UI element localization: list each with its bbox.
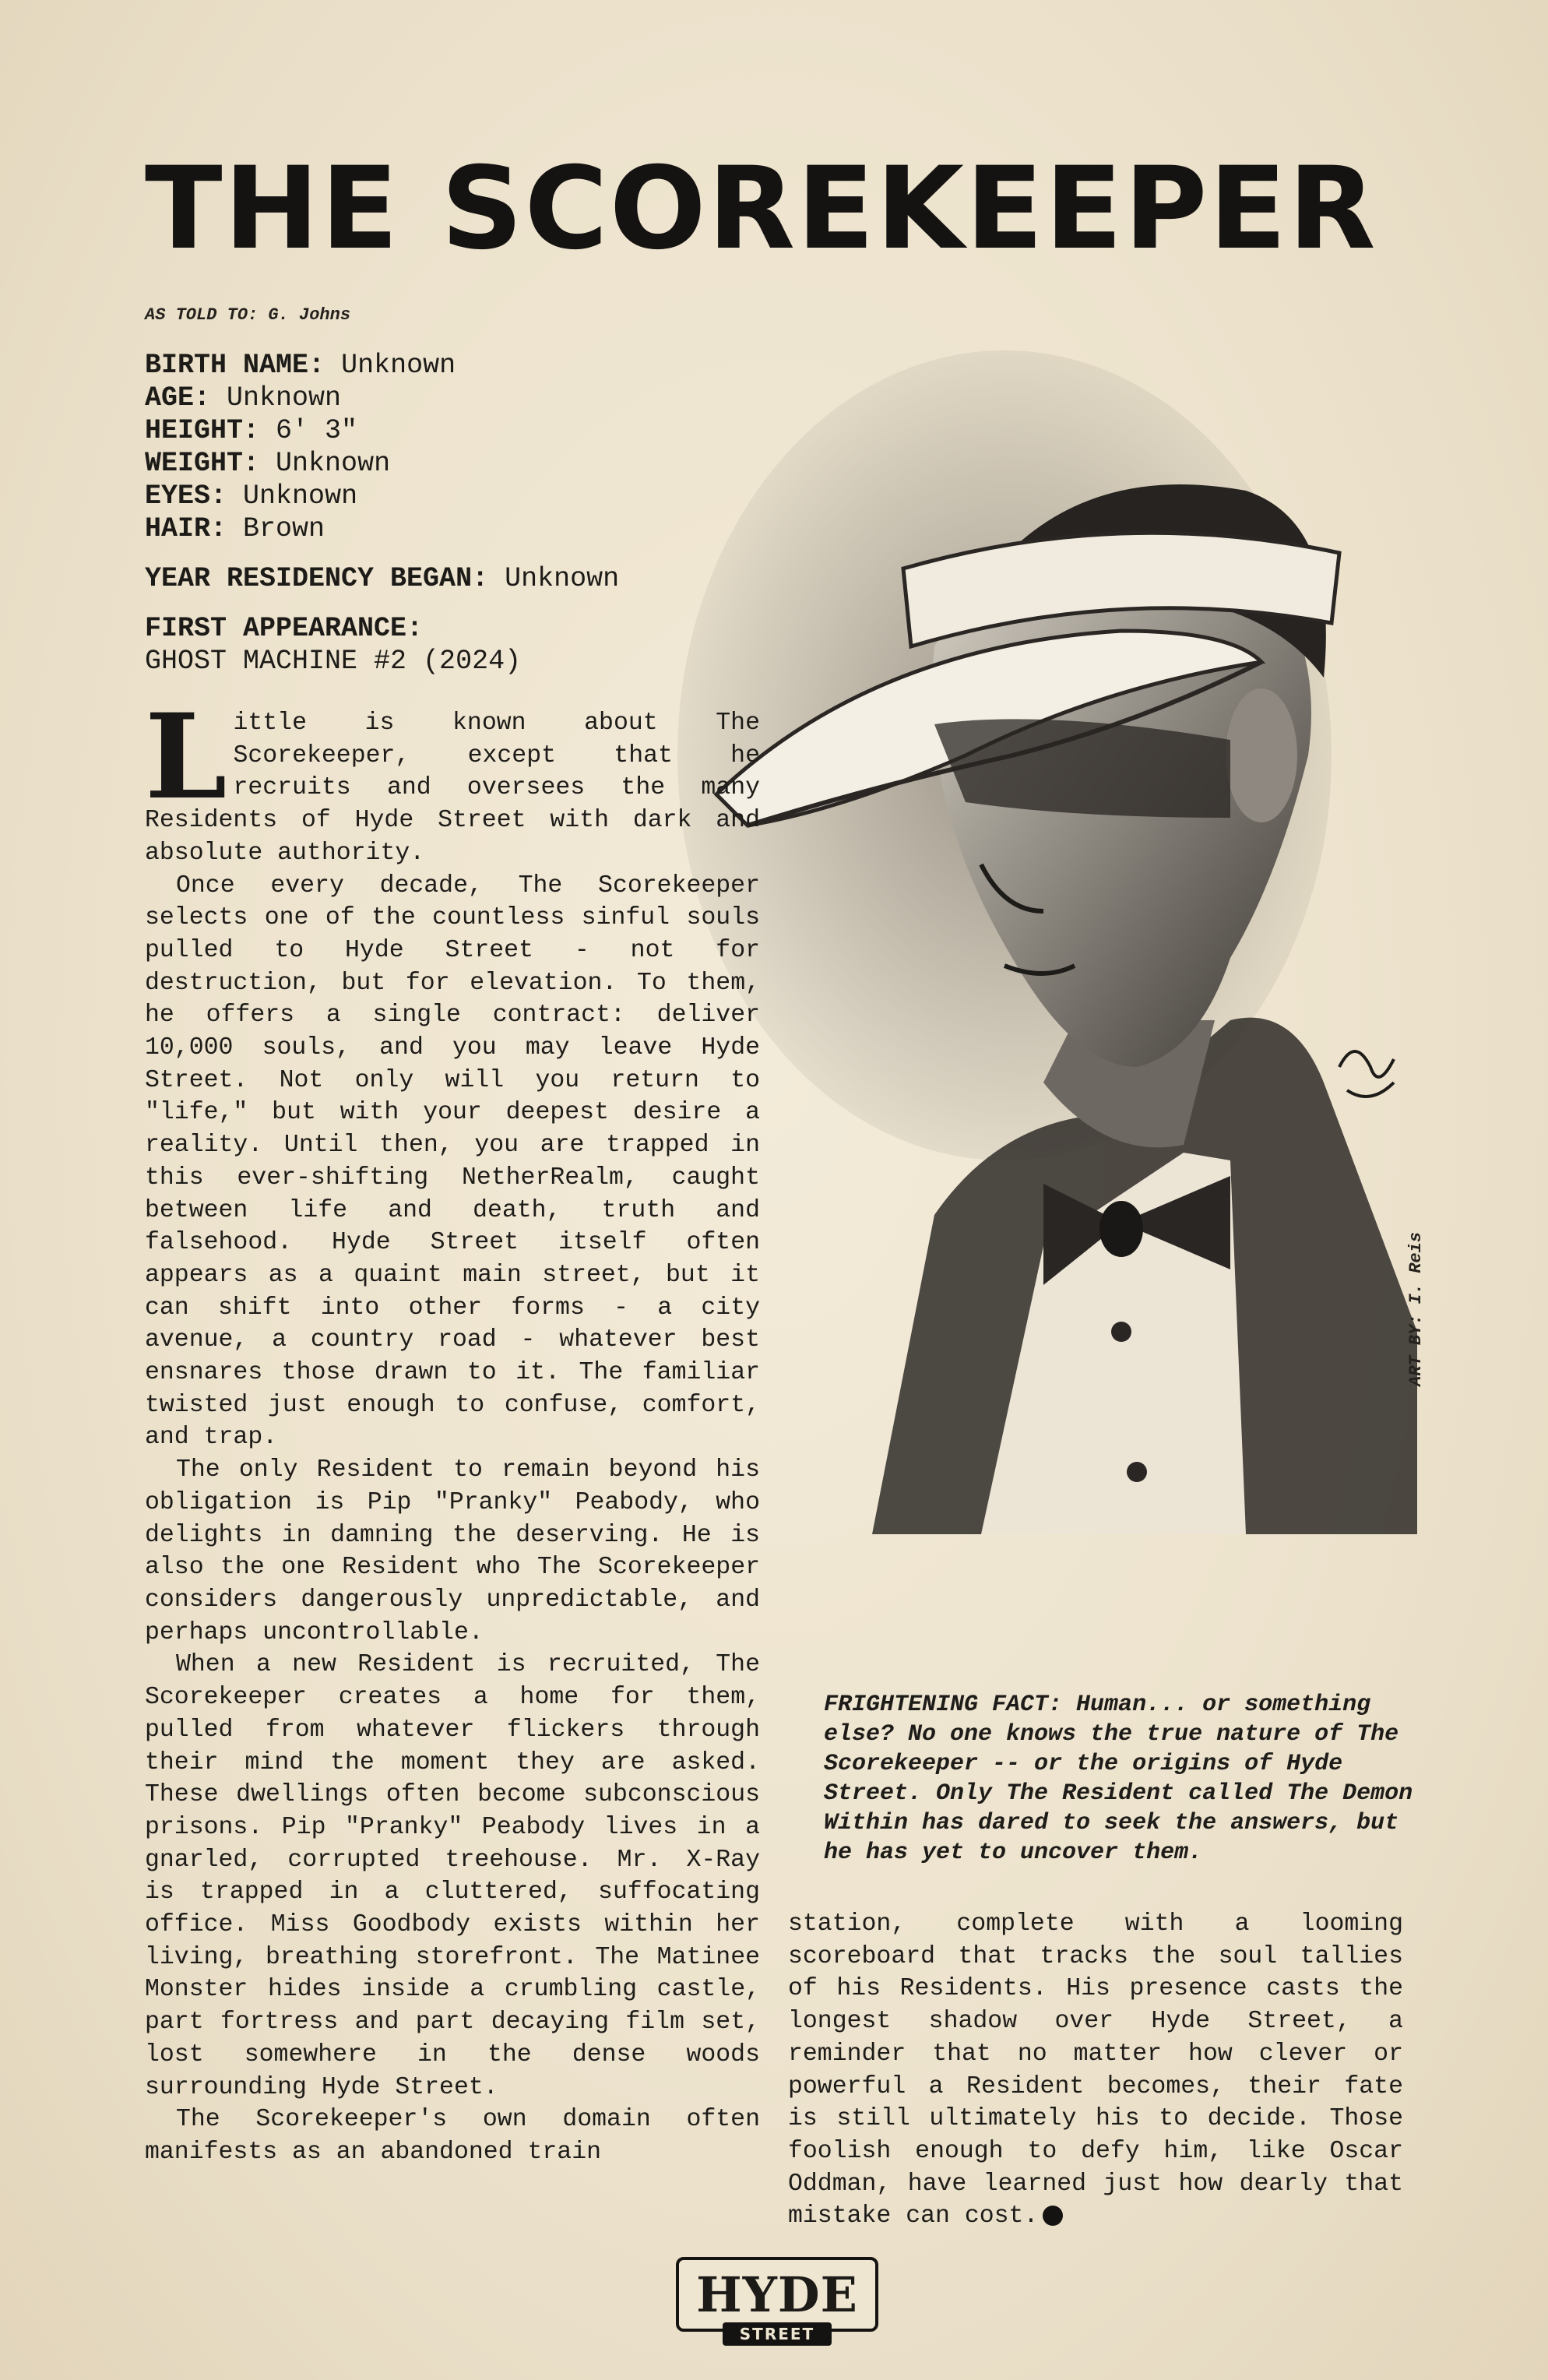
fact-label: HAIR: <box>145 513 227 544</box>
fact-value: Unknown <box>227 382 342 414</box>
paragraph-1 <box>145 688 760 870</box>
fact-label: WEIGHT: <box>145 448 260 479</box>
paragraph-3: The only Resident to remain beyond his obligation is Pip "Pranky" Peabody, who delights in damning the deserving. He is also the one Resident who The Scorekeeper considers dangerously unpredictable, and perhaps uncontrollable. <box>145 1456 760 1646</box>
logo-main: HYDE <box>676 2257 878 2332</box>
paragraph-5-start: The Scorekeeper's own domain often manifests as an abandoned train <box>145 2106 760 2166</box>
fact-label: BIRTH NAME: <box>145 350 325 381</box>
drop-cap: L <box>145 688 227 826</box>
page-title: THE SCOREKEEPER <box>145 143 1377 275</box>
paragraph-5-end <box>788 1908 1403 2233</box>
fact-label: AGE: <box>145 382 211 414</box>
article-column-left <box>145 688 760 2169</box>
fact-value: Unknown <box>243 481 358 512</box>
fact-value: GHOST MACHINE #2 (2024) <box>145 646 522 677</box>
frightening-fact: FRIGHTENING FACT: Human... or something else? No one knows the true nature of The Scorekeeper -- or the origins of Hyde Street. Only The Resident called The Demon Within has dared to seek the answers, but he has yet to uncover them. <box>824 1692 1413 1866</box>
paragraph-1-text: ittle is known about The Scorekeeper, except that he recruits and oversees the many Residents of Hyde Street with dark and absolute authority. <box>145 709 760 867</box>
fact-label: YEAR RESIDENCY BEGAN: <box>145 563 489 594</box>
end-mark-icon <box>1043 2206 1063 2226</box>
paragraph-4: When a new Resident is recruited, The Scorekeeper creates a home for them, pulled from whatever flickers through their mind the moment they are asked. These dwellings often become subconscious prisons. Pip "Pranky" Peabody lives in a gnarled, corrupted treehouse. Mr. X-Ray is trapped in a cluttered, suffocating office. Miss Goodbody exists within her living, breathing storefront. The Matinee Monster hides inside a crumbling castle, part fortress and part decaying film set, lost somewhere in the dense woods surrounding Hyde Street. <box>145 1651 760 2101</box>
fact-value: 6' 3" <box>276 415 358 446</box>
art-credit: ART BY: I. Reis <box>1406 1231 1426 1386</box>
hyde-street-logo <box>676 2257 875 2352</box>
fact-label: FIRST APPEARANCE: <box>145 613 424 644</box>
fact-value: Unknown <box>276 448 391 479</box>
paragraph-5-end-text: station, complete with a looming scoreboard that tracks the soul tallies of his Residents. His presence casts the longest shadow over Hyde Street, a reminder that no matter how clever or powerful a Resident becomes, their fate is still ultimately his to decide. Those foolish enough to defy him, like Oscar Oddman, have learned just how dearly that mistake can cost. <box>788 1910 1403 2230</box>
author-credit: AS TOLD TO: G. Johns <box>145 305 351 325</box>
fact-value: Brown <box>243 513 325 544</box>
article-column-right <box>788 1908 1403 2233</box>
fact-value: Unknown <box>341 350 456 381</box>
fact-label: HEIGHT: <box>145 415 260 446</box>
logo-sub: STREET <box>723 2322 832 2346</box>
fact-value: Unknown <box>505 563 620 594</box>
fact-label: EYES: <box>145 481 227 512</box>
paragraph-2: Once every decade, The Scorekeeper selects one of the countless sinful souls pulled to Hyde Street - not for destruction, but for elevation. To them, he offers a single contract: deliver 10,000 souls, and you may leave Hyde Street. Not only will you return to "life," but with your deepest desire a reality. Until then, you are trapped in this ever-shifting NetherRealm, caught between life and death, truth and falsehood. Hyde Street itself often appears as a quaint main street, but it can shift into other forms - a city avenue, a country road - whatever best ensnares those drawn to it. The familiar twisted just enough to confuse, comfort, and trap. <box>145 871 760 1452</box>
